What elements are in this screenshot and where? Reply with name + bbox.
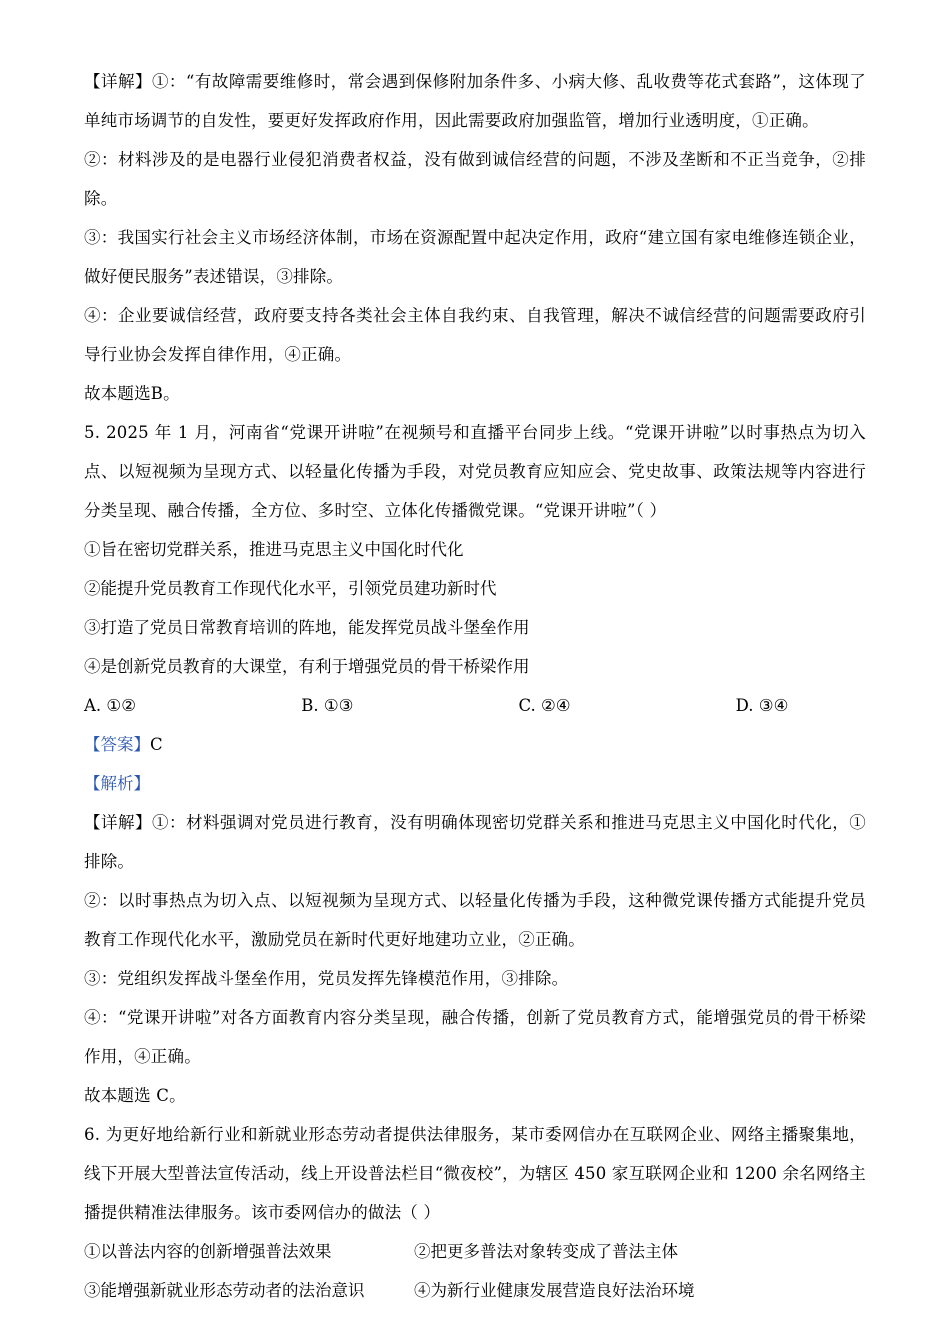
option-c[interactable]: C. ②④ [518,696,571,715]
question-6-statements-row-1 [84,1232,866,1271]
analysis-tag: 【解析】 [84,774,150,793]
question-6-statement-1: ①以普法内容的创新增强普法效果 [84,1242,332,1261]
question-5-detail-3: ③：党组织发挥战斗堡垒作用，党员发挥先锋模范作用，③排除。 [84,969,569,988]
question-5-answer [84,725,866,764]
paragraph-q4-detail-1: 【详解】①：“有故障需要维修时，常会遇到保修附加条件多、小病大修、乱收费等花式套路”，这体现了单纯市场调节的自发性，要更好发挥政府作用，因此需要政府加强监管，增加行业透明度，①正确。 [84,72,866,130]
question-6-statements-row-2 [84,1271,866,1310]
question-5-detail-4: ④：“党课开讲啦”对各方面教育内容分类呈现，融合传播，创新了党员教育方式，能增强党员的骨干桥梁作用，④正确。 [84,1008,866,1066]
answer-value: C [150,735,163,754]
paragraph-q4-detail-3: ③：我国实行社会主义市场经济体制，市场在资源配置中起决定作用，政府“建立国有家电维修连锁企业，做好便民服务”表述错误，③排除。 [84,228,866,286]
question-6-statement-3: ③能增强新就业形态劳动者的法治意识 [84,1281,365,1300]
question-5-detail-2: ②：以时事热点为切入点、以短视频为呈现方式、以轻量化传播为手段，这种微党课传播方式能提升党员教育工作现代化水平，激励党员在新时代更好地建功立业，②正确。 [84,891,866,949]
question-5-statement-3: ③打造了党员日常教育培训的阵地，能发挥党员战斗堡垒作用 [84,618,530,637]
question-6-statement-2: ②把更多普法对象转变成了普法主体 [414,1242,678,1261]
question-5-statement-2: ②能提升党员教育工作现代化水平，引领党员建功新时代 [84,579,497,598]
question-6-stem: 6. 为更好地给新行业和新就业形态劳动者提供法律服务，某市委网信办在互联网企业、网络主播聚集地，线下开展大型普法宣传活动，线上开设普法栏目“微夜校”，为辖区 450 家互联网企业和 1200 余名网络主播提供精准法律服务。该市委网信办的做法（ ） [84,1125,866,1222]
paragraph-q4-conclusion: 故本题选B。 [84,384,180,403]
question-5-statement-1: ①旨在密切党群关系，推进马克思主义中国化时代化 [84,540,464,559]
question-5-conclusion: 故本题选 C。 [84,1086,186,1105]
question-5-detail-1: 【详解】①：材料强调对党员进行教育，没有明确体现密切党群关系和推进马克思主义中国化时代化，①排除。 [84,813,866,871]
question-5-options [84,686,866,725]
option-a[interactable]: A. ①② [84,696,136,715]
question-5-statement-4: ④是创新党员教育的大课堂，有利于增强党员的骨干桥梁作用 [84,657,530,676]
answer-tag: 【答案】 [84,735,150,754]
option-d[interactable]: D. ③④ [735,696,789,715]
paragraph-q4-detail-4: ④：企业要诚信经营，政府要支持各类社会主体自我约束、自我管理，解决不诚信经营的问题需要政府引导行业协会发挥自律作用，④正确。 [84,306,866,364]
question-6-statement-4: ④为新行业健康发展营造良好法治环境 [414,1281,695,1300]
question-5-analysis-tag [84,764,866,803]
question-5-stem: 5. 2025 年 1 月，河南省“党课开讲啦”在视频号和直播平台同步上线。“党课开讲啦”以时事热点为切入点、以短视频为呈现方式、以轻量化传播为手段，对党员教育应知应会、党史故事、政策法规等内容进行分类呈现、融合传播，全方位、多时空、立体化传播微党课。“党课开讲啦”（ ） [84,423,866,520]
option-b[interactable]: B. ①③ [301,696,354,715]
paragraph-q4-detail-2: ②：材料涉及的是电器行业侵犯消费者权益，没有做到诚信经营的问题，不涉及垄断和不正当竞争，②排除。 [84,150,866,208]
